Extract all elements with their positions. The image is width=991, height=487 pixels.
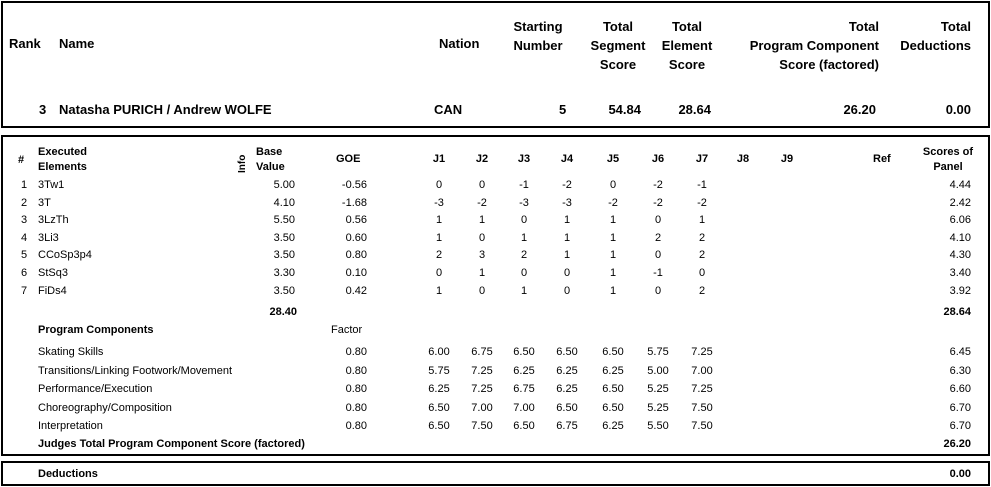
component-name: Performance/Execution — [38, 383, 153, 395]
factor-header: Factor — [331, 324, 363, 336]
element-judge-score: 0 — [435, 179, 443, 191]
component-judge-score: 6.25 — [513, 364, 535, 377]
element-goe: 0.60 — [345, 231, 367, 244]
element-base-value: 4.10 — [273, 196, 295, 209]
element-judge-score: -3 — [434, 196, 444, 209]
component-judge-score: 6.50 — [556, 346, 578, 358]
component-judge-score: 7.25 — [471, 364, 493, 377]
component-judge-score: 6.75 — [556, 420, 578, 432]
element-judge-score: 0 — [435, 267, 443, 279]
element-panel-score: 4.44 — [949, 179, 971, 191]
element-panel-score: 4.30 — [949, 249, 971, 262]
skater-summary-box — [1, 1, 990, 128]
component-judge-score: 5.25 — [647, 383, 669, 395]
component-judge-score: 7.00 — [513, 401, 535, 414]
element-judge-score: -1 — [697, 179, 707, 191]
element-base-value: 5.00 — [273, 179, 295, 191]
skater-name: Natasha PURICH / Andrew WOLFE — [59, 102, 272, 117]
element-name: FiDs4 — [38, 284, 67, 297]
element-number: 7 — [21, 284, 28, 297]
element-judge-score: -3 — [562, 196, 572, 209]
judge-header: J3 — [517, 153, 531, 165]
element-judge-score: 1 — [609, 231, 617, 244]
info-header: Info — [237, 154, 248, 173]
component-judge-score: 7.50 — [691, 420, 713, 432]
component-judge-score: 6.50 — [428, 420, 450, 432]
element-goe: 0.56 — [345, 214, 367, 227]
skater-tes: 28.64 — [678, 102, 711, 117]
element-judge-score: 0 — [654, 284, 662, 297]
element-score-header: Total Element Score — [661, 19, 713, 72]
element-judge-score: 2 — [698, 231, 706, 244]
executed-elements-header: Executed Elements — [38, 146, 87, 173]
element-name: 3T — [38, 196, 51, 209]
deductions-header: Total Deductions — [900, 19, 971, 53]
element-judge-score: 1 — [609, 267, 617, 279]
judge-header: J7 — [695, 153, 709, 165]
ref-header: Ref — [873, 153, 891, 165]
element-judge-score: 0 — [478, 179, 486, 191]
element-base-value: 3.30 — [273, 267, 295, 279]
deductions-label: Deductions — [38, 468, 98, 480]
base-value-header: Base Value — [256, 146, 285, 173]
element-judge-score: 2 — [698, 249, 706, 262]
program-component-header: Total Program Component Score (factored) — [749, 19, 879, 72]
component-judge-score: 7.25 — [471, 383, 493, 395]
element-judge-score: 1 — [698, 214, 706, 227]
skater-deductions: 0.00 — [945, 102, 971, 117]
component-judge-score: 6.75 — [513, 383, 535, 395]
rank-header: Rank — [9, 36, 41, 51]
component-judge-score: 7.50 — [471, 420, 493, 432]
element-judge-score: 1 — [478, 214, 486, 227]
component-judge-score: 6.50 — [513, 346, 535, 358]
element-judge-score: 2 — [435, 249, 443, 262]
element-judge-score: -1 — [519, 179, 529, 191]
component-panel-score: 6.30 — [949, 364, 971, 377]
element-judge-score: 0 — [654, 249, 662, 262]
component-judge-score: 6.25 — [556, 364, 578, 377]
component-judge-score: 6.50 — [428, 401, 450, 414]
element-judge-score: 0 — [563, 267, 571, 279]
element-judge-score: 0 — [520, 267, 528, 279]
element-number: 5 — [21, 249, 28, 262]
element-panel-score: 3.92 — [949, 284, 971, 297]
component-judge-score: 6.25 — [602, 420, 624, 432]
component-judge-score: 6.50 — [513, 420, 535, 432]
element-base-value: 3.50 — [273, 284, 295, 297]
skater-rank: 3 — [39, 102, 47, 117]
element-judge-score: 1 — [478, 267, 486, 279]
component-judge-score: 5.00 — [647, 364, 669, 377]
component-judge-score: 7.25 — [691, 383, 713, 395]
element-judge-score: 3 — [478, 249, 486, 262]
element-judge-score: 1 — [563, 249, 571, 262]
judge-header: J2 — [475, 153, 489, 165]
element-judge-score: -2 — [562, 179, 572, 191]
element-judge-score: 1 — [520, 231, 528, 244]
component-name: Skating Skills — [38, 346, 104, 358]
element-goe: 0.10 — [345, 267, 367, 279]
element-judge-score: -3 — [519, 196, 529, 209]
element-panel-score: 6.06 — [949, 214, 971, 227]
judge-header: J8 — [736, 153, 750, 165]
component-factor: 0.80 — [345, 383, 367, 395]
elements-panel-total: 28.64 — [943, 306, 971, 318]
element-name: CCoSp3p4 — [38, 249, 92, 262]
element-judge-score: 1 — [609, 249, 617, 262]
element-judge-score: 2 — [520, 249, 528, 262]
element-number: 1 — [21, 179, 28, 191]
element-judge-score: 1 — [435, 231, 443, 244]
element-judge-score: 0 — [520, 214, 528, 227]
component-judge-score: 6.25 — [556, 383, 578, 395]
element-judge-score: 0 — [563, 284, 571, 297]
component-factor: 0.80 — [345, 364, 367, 377]
component-judge-score: 7.00 — [471, 401, 493, 414]
component-panel-score: 6.70 — [949, 420, 971, 432]
element-goe: -1.68 — [341, 196, 367, 209]
element-name: 3LzTh — [38, 214, 69, 227]
judge-header: J4 — [560, 153, 574, 165]
element-judge-score: 2 — [654, 231, 662, 244]
element-judge-score: 1 — [609, 214, 617, 227]
judge-header: J9 — [780, 153, 794, 165]
component-factor: 0.80 — [345, 346, 367, 358]
element-judge-score: -2 — [653, 196, 663, 209]
element-judge-score: -2 — [477, 196, 487, 209]
component-judge-score: 6.75 — [471, 346, 493, 358]
component-panel-score: 6.60 — [949, 383, 971, 395]
element-number: 3 — [21, 214, 28, 227]
skater-starting-number: 5 — [559, 102, 567, 117]
component-judge-score: 6.25 — [428, 383, 450, 395]
element-panel-score: 4.10 — [949, 231, 971, 244]
element-judge-score: 0 — [654, 214, 662, 227]
element-name: StSq3 — [38, 267, 68, 279]
score-details-box — [1, 135, 990, 456]
element-panel-score: 2.42 — [949, 196, 971, 209]
judges-total-pcs-label: Judges Total Program Component Score (factored) — [38, 438, 305, 450]
name-header: Name — [59, 36, 95, 51]
element-number: 6 — [21, 267, 28, 279]
element-goe: -0.56 — [341, 179, 367, 191]
element-base-value: 3.50 — [273, 231, 295, 244]
component-factor: 0.80 — [345, 420, 367, 432]
component-judge-score: 6.50 — [602, 346, 624, 358]
component-judge-score: 7.50 — [691, 401, 713, 414]
element-judge-score: 0 — [609, 179, 617, 191]
component-factor: 0.80 — [345, 401, 367, 414]
element-judge-score: 0 — [478, 231, 486, 244]
element-goe: 0.80 — [345, 249, 367, 262]
element-judge-score: 1 — [520, 284, 528, 297]
element-number-header: # — [18, 154, 25, 166]
element-judge-score: 1 — [563, 231, 571, 244]
component-judge-score: 6.00 — [428, 346, 450, 358]
component-judge-score: 6.50 — [556, 401, 578, 414]
element-name: 3Li3 — [38, 231, 59, 244]
component-name: Choreography/Composition — [38, 401, 172, 414]
starting-number-header: Starting Number — [513, 19, 563, 53]
element-judge-score: 1 — [435, 214, 443, 227]
deductions-box — [1, 461, 990, 486]
element-judge-score: 0 — [478, 284, 486, 297]
component-panel-score: 6.70 — [949, 401, 971, 414]
judges-total-pcs-value: 26.20 — [943, 438, 971, 450]
skater-nation: CAN — [434, 102, 463, 117]
deductions-value: 0.00 — [949, 468, 971, 480]
element-number: 2 — [21, 196, 28, 209]
judge-header: J6 — [651, 153, 665, 165]
element-judge-score: 2 — [698, 284, 706, 297]
base-value-total: 28.40 — [269, 306, 297, 318]
skater-tss: 54.84 — [608, 102, 641, 117]
element-judge-score: 1 — [609, 284, 617, 297]
component-judge-score: 6.50 — [602, 383, 624, 395]
component-judge-score: 7.00 — [691, 364, 713, 377]
scores-of-panel-header: Scores of Panel — [922, 146, 974, 173]
component-judge-score: 5.25 — [647, 401, 669, 414]
element-judge-score: -2 — [608, 196, 618, 209]
component-judge-score: 7.25 — [691, 346, 713, 358]
judge-header: J5 — [606, 153, 620, 165]
judge-header: J1 — [432, 153, 446, 165]
element-base-value: 5.50 — [273, 214, 295, 227]
element-judge-score: 1 — [563, 214, 571, 227]
component-judge-score: 6.25 — [602, 364, 624, 377]
element-name: 3Tw1 — [38, 179, 65, 191]
program-components-header: Program Components — [38, 324, 154, 336]
segment-score-header: Total Segment Score — [590, 19, 646, 72]
element-judge-score: -2 — [653, 179, 663, 191]
component-judge-score: 5.75 — [428, 364, 450, 377]
element-base-value: 3.50 — [273, 249, 295, 262]
element-panel-score: 3.40 — [949, 267, 971, 279]
nation-header: Nation — [439, 36, 480, 51]
element-judge-score: 1 — [435, 284, 443, 297]
element-judge-score: -1 — [653, 267, 663, 279]
skater-pcs: 26.20 — [843, 102, 876, 117]
component-judge-score: 6.50 — [602, 401, 624, 414]
element-judge-score: -2 — [697, 196, 707, 209]
component-name: Transitions/Linking Footwork/Movement — [38, 364, 233, 377]
component-judge-score: 5.75 — [647, 346, 669, 358]
component-panel-score: 6.45 — [949, 346, 971, 358]
goe-header: GOE — [336, 153, 361, 165]
component-name: Interpretation — [38, 420, 103, 432]
element-judge-score: 0 — [698, 267, 706, 279]
element-number: 4 — [21, 231, 28, 244]
element-goe: 0.42 — [345, 284, 367, 297]
component-judge-score: 5.50 — [647, 420, 669, 432]
